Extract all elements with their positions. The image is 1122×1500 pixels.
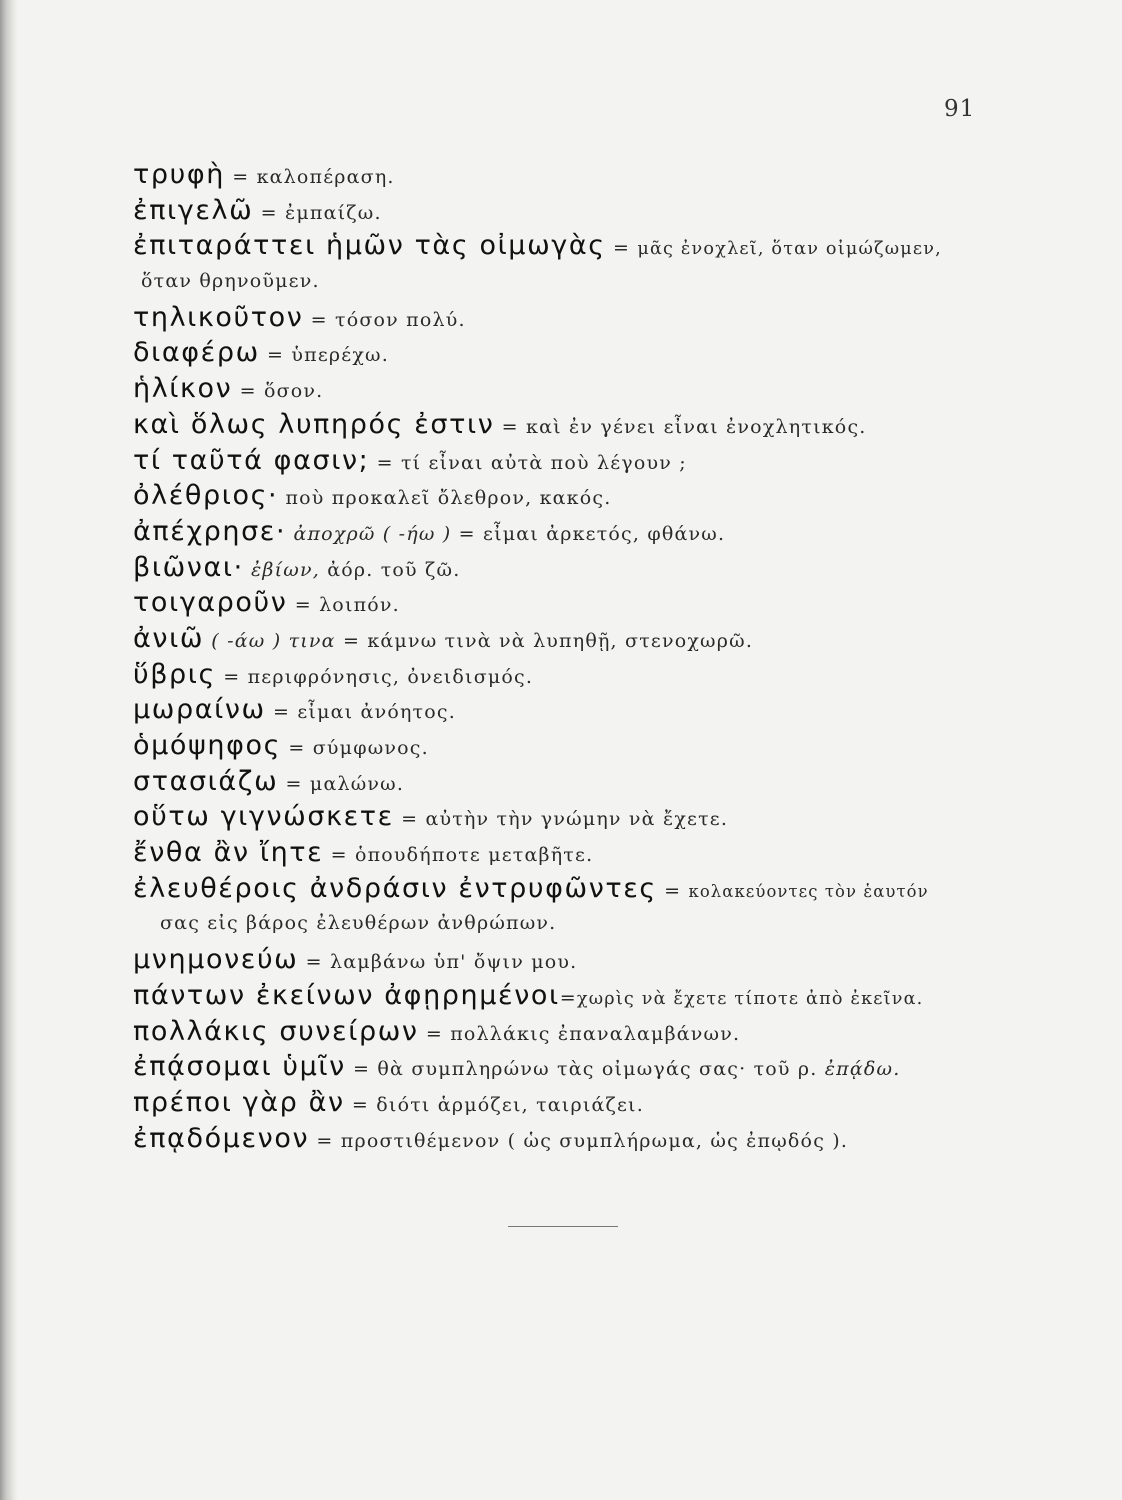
entry-term: τηλικοῦτον xyxy=(133,301,304,333)
glossary-entry xyxy=(133,799,1003,835)
entry-separator: = xyxy=(309,1129,341,1152)
entry-gloss: λοιπόν. xyxy=(319,594,400,617)
entry-term: ὀλέθριος· xyxy=(133,480,279,512)
entry-separator: = xyxy=(494,415,527,438)
glossary-entry xyxy=(133,657,1003,693)
entry-gloss: κάμνω τινὰ νὰ λυπηθῇ, στενοχωρῶ. xyxy=(367,629,754,652)
entry-term: μνημονεύω xyxy=(133,944,299,976)
entry-separator: = xyxy=(303,308,336,331)
entry-term: τρυφὴ xyxy=(133,159,225,190)
entry-separator: = xyxy=(451,522,484,545)
entry-separator: = xyxy=(418,1022,451,1045)
entry-term: ἐπιταράττει ἡμῶν τὰς οἰμωγὰς xyxy=(133,230,606,262)
entry-separator: = xyxy=(605,237,638,260)
entry-separator xyxy=(244,559,251,581)
entry-gloss: θὰ συμπληρώνω τὰς οἰμωγάς σας· τοῦ ρ. xyxy=(377,1058,818,1081)
entry-note: ἐπᾴδω. xyxy=(817,1058,901,1081)
glossary-entry xyxy=(133,371,1003,407)
entry-term: ἐπᾴσομαι ὑμῖν xyxy=(133,1051,346,1083)
entry-term: ἐπιγελῶ xyxy=(133,194,254,226)
glossary-entry xyxy=(133,407,1003,443)
entry-gloss: ὑπερέχω. xyxy=(291,344,389,367)
entry-note: ἐβίων, xyxy=(251,558,320,581)
entry-gloss: πολλάκις ἐπαναλαμβάνων. xyxy=(450,1022,741,1045)
entry-separator: = xyxy=(335,629,368,652)
entry-term: ἐλευθέροις ἀνδράσιν ἐντρυφῶντες xyxy=(133,872,657,904)
glossary-entry xyxy=(133,871,1003,907)
entry-term: ἔνθα ἂν ἴητε xyxy=(133,837,324,869)
entry-note: ( -άω ) τινα xyxy=(211,629,336,652)
glossary-entry xyxy=(133,692,1003,728)
page-number: 91 xyxy=(944,96,976,122)
entry-gloss: λαμβάνω ὑπ' ὄψιν μου. xyxy=(330,951,578,974)
entry-term: βιῶναι· xyxy=(133,551,244,583)
entry-separator: = xyxy=(253,201,285,224)
glossary-entry xyxy=(133,157,1003,193)
entry-gloss: ποὺ προκαλεῖ ὄλεθρον, κακός. xyxy=(285,487,612,510)
entry-separator: = xyxy=(287,594,320,617)
entry-term: πάντων ἐκείνων ἀφῃρημένοι xyxy=(133,979,560,1011)
entry-separator: = xyxy=(232,380,264,403)
entry-separator: = xyxy=(298,951,330,974)
entry-term: πρέποι γὰρ ἂν xyxy=(133,1086,345,1118)
end-rule-divider xyxy=(508,1226,618,1227)
glossary-entry xyxy=(133,1085,1003,1121)
entry-gloss: περιφρόνησις, ὀνειδισμός. xyxy=(247,665,534,688)
entry-gloss: τί εἶναι αὐτὰ ποὺ λέγουν ; xyxy=(400,451,687,474)
entry-gloss: καλοπέραση. xyxy=(256,166,395,188)
entry-gloss: μᾶς ἐνοχλεῖ, ὅταν οἰμώζωμεν, xyxy=(637,239,942,260)
entry-separator: = xyxy=(656,879,689,902)
glossary-entry xyxy=(133,514,1003,550)
entry-term: ἀνιῶ xyxy=(133,622,205,654)
glossary-entry xyxy=(133,193,1003,229)
entry-gloss: ὁπουδήποτε μεταβῆτε. xyxy=(354,844,594,867)
entry-note: ἀποχρῶ ( -ήω ) xyxy=(293,522,452,545)
entry-gloss: ὅταν θρηνοῦμεν. xyxy=(141,270,320,293)
entry-term: ὕβρις xyxy=(133,658,216,690)
page-binding-edge xyxy=(0,0,18,1500)
glossary-entry xyxy=(133,764,1003,800)
entry-gloss: καὶ ἐν γένει εἶναι ἐνοχλητικός. xyxy=(526,415,867,438)
entry-gloss: προστιθέμενον ( ὡς συμπλήρωμα, ὡς ἐπῳδός ). xyxy=(340,1129,849,1152)
glossary-list xyxy=(133,157,1003,1156)
glossary-entry xyxy=(133,335,1003,371)
entry-separator: = xyxy=(393,808,426,831)
entry-separator: = xyxy=(345,1058,378,1081)
entry-separator: = xyxy=(323,844,355,867)
glossary-entry-continuation xyxy=(133,264,1003,300)
entry-term: διαφέρω xyxy=(133,337,260,369)
entry-gloss: σας εἰς βάρος ἐλευθέρων ἀνθρώπων. xyxy=(160,912,557,935)
entry-separator: = xyxy=(259,344,292,367)
entry-separator: = xyxy=(265,701,298,724)
entry-term: τί ταῦτά φασιν; xyxy=(133,444,370,476)
glossary-entry xyxy=(133,228,1003,264)
entry-gloss: διότι ἁρμόζει, ταιριάζει. xyxy=(376,1093,644,1116)
entry-gloss: αὐτὴν τὴν γνώμην νὰ ἔχετε. xyxy=(425,808,729,831)
glossary-entry xyxy=(133,621,1003,657)
entry-gloss: ὅσον. xyxy=(263,380,324,403)
entry-gloss: κολακεύοντες τὸν ἑαυτόν xyxy=(688,881,929,901)
glossary-entry xyxy=(133,1014,1003,1050)
entry-term: ἡλίκον xyxy=(133,373,233,405)
entry-separator: = xyxy=(281,737,313,759)
entry-gloss: ἀόρ. τοῦ ζῶ. xyxy=(319,558,461,581)
entry-gloss: μαλώνω. xyxy=(309,772,405,795)
entry-term: οὕτω γιγνώσκετε xyxy=(133,801,394,833)
glossary-entry xyxy=(133,550,1003,586)
entry-term: μωραίνω xyxy=(133,694,266,726)
entry-term: ἐπᾳδόμενον xyxy=(133,1122,310,1154)
glossary-entry-continuation xyxy=(133,906,1003,942)
entry-gloss: εἶμαι ἀρκετός, φθάνω. xyxy=(483,522,726,545)
glossary-entry xyxy=(133,835,1003,871)
glossary-entry xyxy=(133,443,1003,479)
glossary-entry xyxy=(133,728,1003,764)
glossary-entry xyxy=(133,1049,1003,1085)
glossary-entry xyxy=(133,585,1003,621)
entry-gloss: εἶμαι ἀνόητος. xyxy=(297,701,456,724)
entry-term: στασιάζω xyxy=(133,765,279,797)
entry-separator: = xyxy=(344,1093,377,1116)
entry-term: πολλάκις συνείρων xyxy=(133,1015,419,1047)
entry-term: τοιγαροῦν xyxy=(133,587,288,619)
entry-gloss: τόσον πολύ. xyxy=(335,308,466,331)
entry-separator: = xyxy=(559,986,577,1009)
entry-term: ὁμόψηφος xyxy=(133,730,282,761)
entry-separator: = xyxy=(369,451,401,474)
entry-gloss: σύμφωνος. xyxy=(312,737,429,759)
entry-separator: = xyxy=(278,772,310,795)
glossary-entry xyxy=(133,1121,1003,1157)
glossary-entry xyxy=(133,978,1003,1014)
glossary-entry xyxy=(133,942,1003,978)
glossary-entry xyxy=(133,478,1003,514)
entry-separator: = xyxy=(224,166,257,188)
glossary-entry xyxy=(133,300,1003,336)
entry-gloss: χωρὶς νὰ ἔχετε τίποτε ἀπὸ ἐκεῖνα. xyxy=(576,988,924,1009)
entry-gloss: ἐμπαίζω. xyxy=(284,201,382,224)
entry-term: καὶ ὅλως λυπηρός ἐστιν xyxy=(133,408,495,440)
entry-term: ἀπέχρησε· xyxy=(133,515,287,547)
entry-separator: = xyxy=(215,665,248,688)
